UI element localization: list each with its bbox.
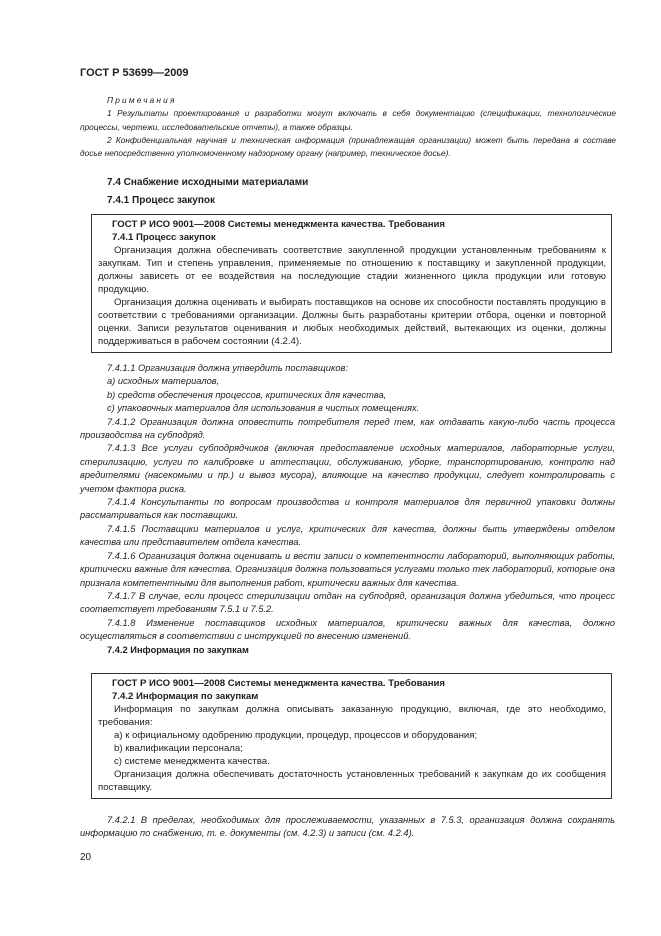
clause-7415: 7.4.1.5 Поставщики материалов и услуг, критических для качества, должны быть утверждены отделом качества или представителем отдела качества. <box>80 523 615 548</box>
box2-paragraph-1: Информация по закупкам должна описывать заказанную продукцию, включая, где это необходимо, требования: <box>98 704 606 728</box>
document-header: ГОСТ Р 53699—2009 <box>80 67 189 79</box>
box2-paragraph-2: Организация должна обеспечивать достаточность установленных требований к закупкам до их сообщения поставщику. <box>98 769 606 793</box>
clause-7411-item-a: a) исходных материалов, <box>107 376 220 387</box>
clause-7418: 7.4.1.8 Изменение поставщиков исходных материалов, критически важных для качества, должно осуществляться в соответствии с инструкцией по внесению изменений. <box>80 617 615 642</box>
box2-item-a: a) к официальному одобрению продукции, процедур, процессов и оборудования; <box>114 730 478 741</box>
subsection-heading: 7.4.1 Процесс закупок <box>107 195 216 206</box>
clause-7411-item-b: b) средств обеспечения процессов, критических для качества, <box>107 389 387 400</box>
clause-7411-item-c: c) упаковочных материалов для использования в чистых помещениях. <box>107 403 420 414</box>
notes-block <box>80 94 616 160</box>
notes-heading: Примечания <box>107 95 177 105</box>
clause-7416: 7.4.1.6 Организация должна оценивать и вести записи о компетентности лабораторий, выполняющих работы, критически важные для качества. Организация должна пользоваться услугами только тех лабораторий, которые она признала компетентными для выполнения работ, критически важных для качества. <box>80 550 615 588</box>
box2-item-b: b) квалификации персонала; <box>114 743 243 754</box>
page-number: 20 <box>80 852 92 863</box>
requirements-body <box>80 362 615 657</box>
standard-quote-box-1 <box>91 214 612 353</box>
box2-item-c: c) системе менеджмента качества. <box>114 756 270 767</box>
heading-742: 7.4.2 Информация по закупкам <box>107 644 249 655</box>
clause-7414: 7.4.1.4 Консультанты по вопросам производства и контроля материалов для первичной упаковки должны рассматриваться как поставщики. <box>80 497 615 521</box>
box1-subtitle: 7.4.1 Процесс закупок <box>112 232 216 243</box>
clause-7417: 7.4.1.7 В случае, если процесс стерилизации отдан на субподряд, организация должна убедиться, что процесс соответствует требованиям 7.5.1 и 7.5.2. <box>80 590 615 615</box>
clause-7421: 7.4.2.1 В пределах, необходимых для прослеживаемости, указанных в 7.5.3, организация должна сохранять информацию по снабжению, т. е. документы (см. 4.2.3) и записи (см. 4.2.4). <box>80 815 615 839</box>
box2-title: ГОСТ Р ИСО 9001—2008 Системы менеджмента качества. Требования <box>112 678 446 689</box>
clause-7413: 7.4.1.3 Все услуги субподрядчиков (включая предоставление исходных материалов, лабораторные услуги, стерилизацию, услуги по калибровке и аттестации, обслуживанию, уборке, транспортированию, контролю над вредителями (насекомыми и пр.) и вывоз мусора), влияющие на качество продукции, следует контролировать с учетом фактора риска. <box>80 443 615 494</box>
standard-quote-box-2 <box>91 673 612 799</box>
box1-paragraph-2: Организация должна оценивать и выбирать поставщиков на основе их способности поставлять продукцию в соответствии с требованиями организации. Должны быть разработаны критерии отбора, оценки и повторной оценки. Записи результатов оценивания и любых необходимых действий, вытекающих из оценки, должны поддерживаться в рабочем состоянии (4.2.4). <box>98 297 606 347</box>
clause-7412: 7.4.1.2 Организация должна оповестить потребителя перед тем, как отдавать какую-либо часть процесса производства на субподряд. <box>80 416 615 441</box>
box1-title: ГОСТ Р ИСО 9001—2008 Системы менеджмента качества. Требования <box>112 219 446 230</box>
section-heading: 7.4 Снабжение исходными материалами <box>107 177 309 188</box>
box2-subtitle: 7.4.2 Информация по закупкам <box>112 691 259 702</box>
note-2: 2 Конфиденциальная научная и техническая информация (принадлежащая организации) может быть передана в составе досье непосредственно уполномоченному надзорному органу (например, техническое досье). <box>80 134 616 159</box>
box1-paragraph-1: Организация должна обеспечивать соответствие закупленной продукции установленным требованиям к закупкам. Тип и степень управления, применяемые по отношению к поставщику и закупленной продукции, должны зависеть от ее воздействия на последующие стадии жизненного цикла продукции или готовую продукцию. <box>98 245 606 295</box>
clause-7411: 7.4.1.1 Организация должна утвердить поставщиков: <box>107 363 348 373</box>
clause-7421-block <box>80 814 615 841</box>
note-1: 1 Результаты проектирования и разработки могут включать в себя документацию (спецификации, технологические процессы, чертежи, исследовательские отчеты), а также образцы. <box>80 108 616 132</box>
